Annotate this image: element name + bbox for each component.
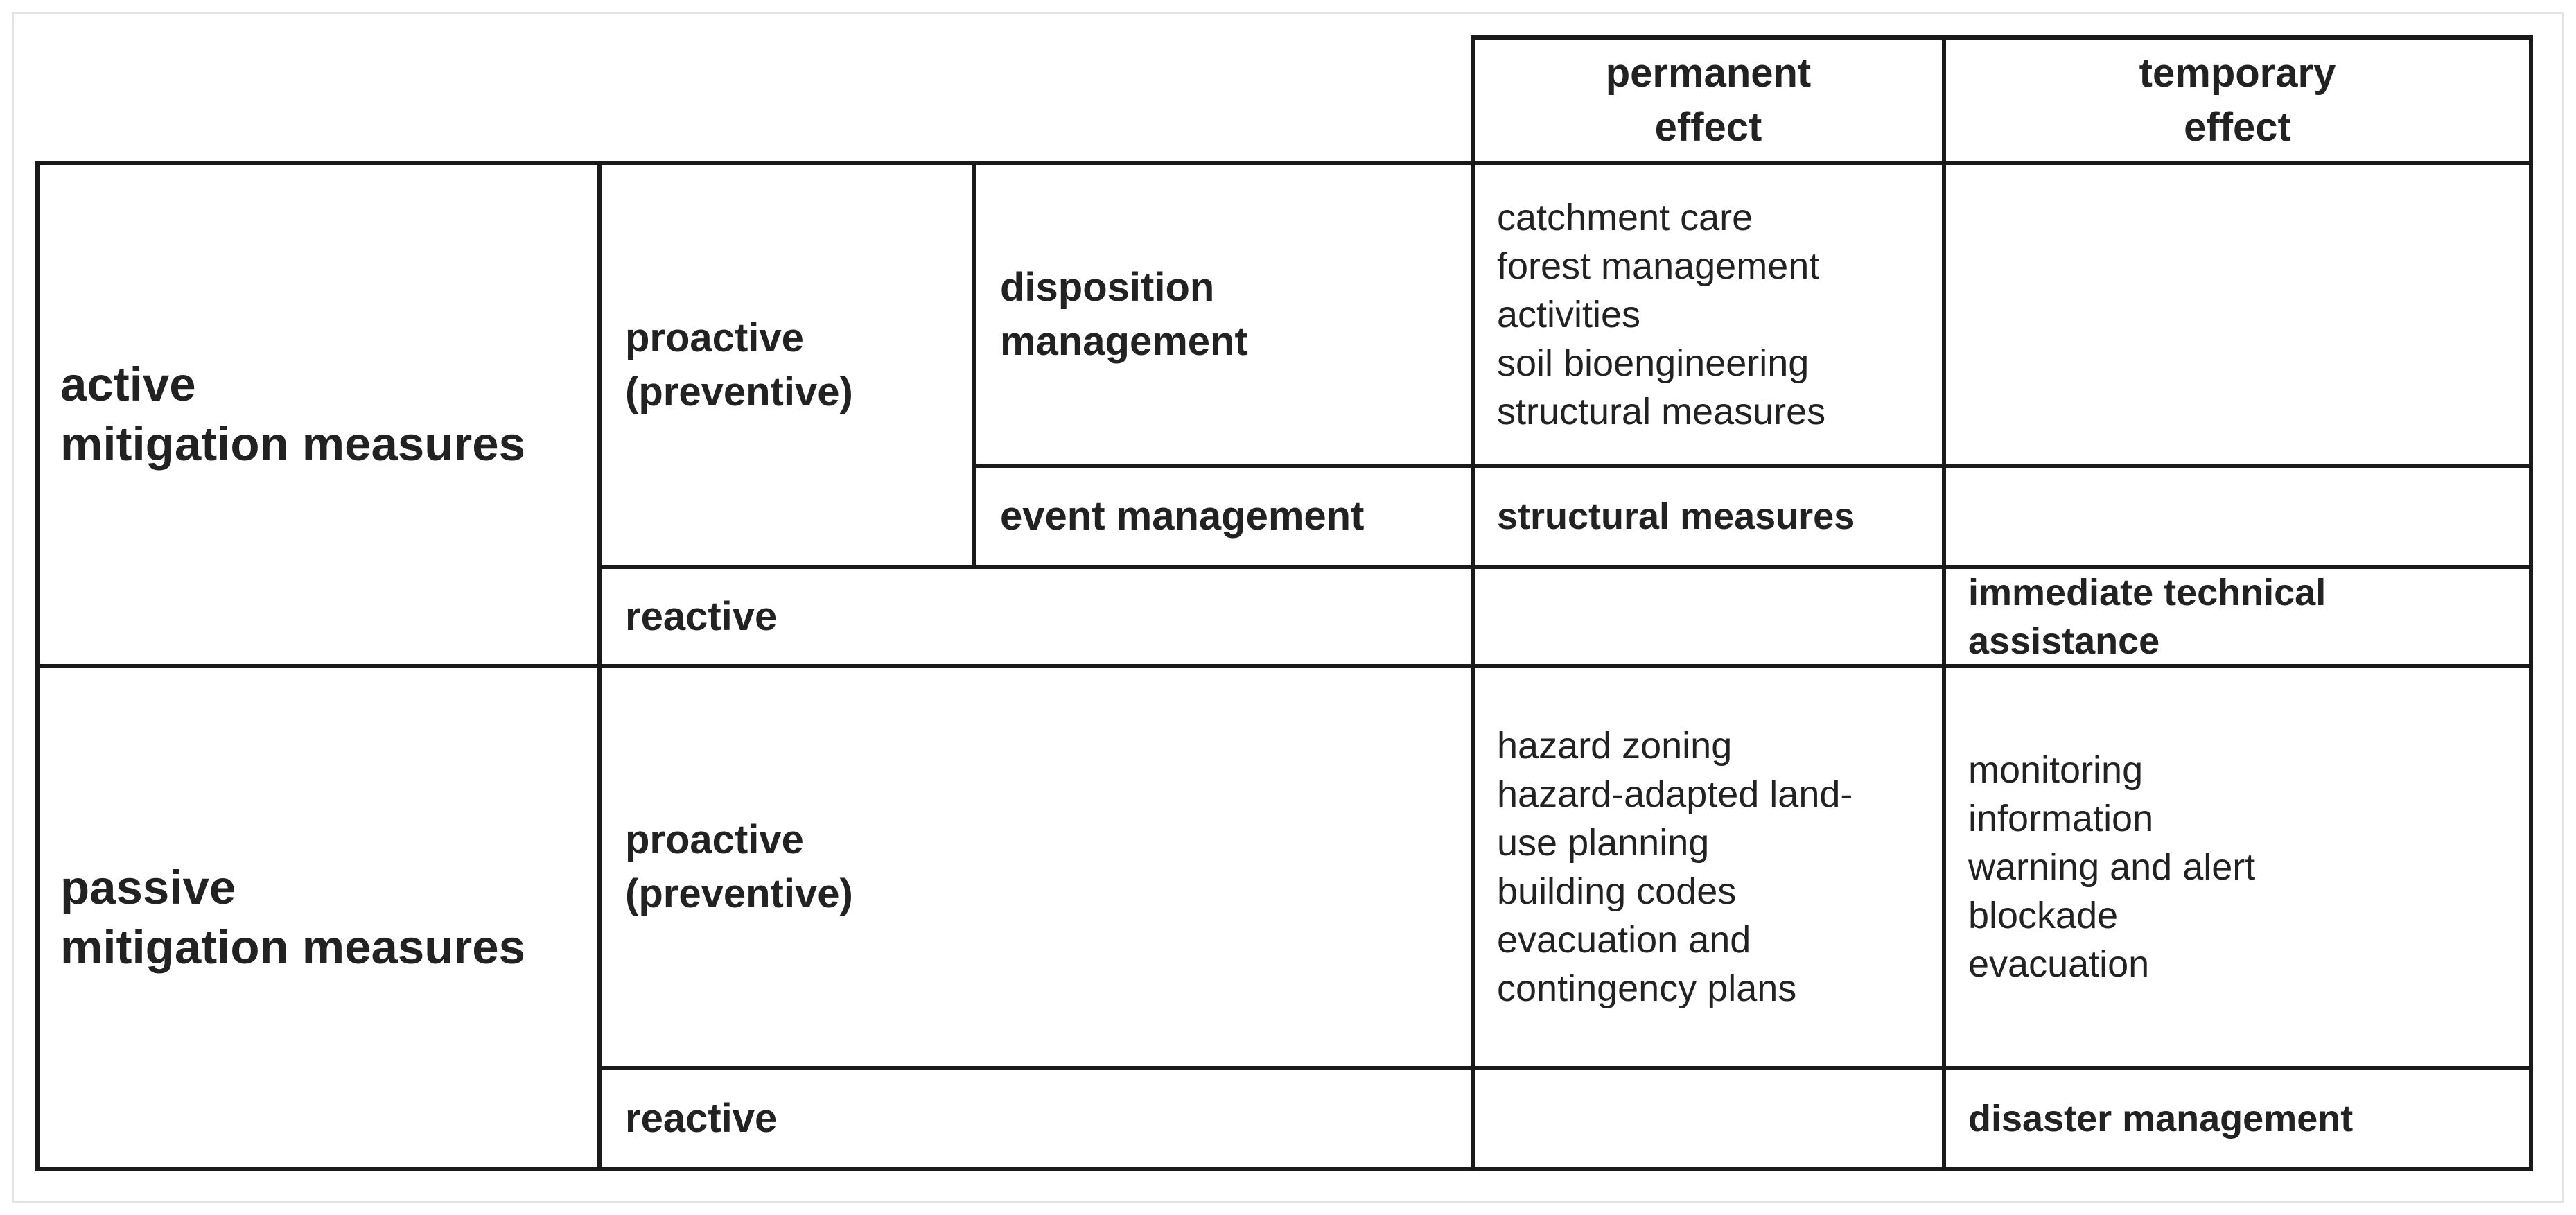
passive-reactive-temporary-cell: disaster management	[1968, 1098, 2354, 1139]
header-temporary-effect: temporary effect	[2139, 50, 2336, 150]
event-permanent-cell: structural measures	[1497, 496, 1855, 537]
active-proactive-label: proactive (preventive)	[625, 315, 853, 414]
disposition-permanent-list: catchment care forest management activities soil bioengineering structural measures	[1497, 196, 1826, 432]
event-management-label: event management	[1000, 493, 1365, 539]
passive-reactive-label: reactive	[625, 1096, 778, 1141]
disposition-management-label: disposition management	[1000, 264, 1248, 364]
header-permanent-effect: permanent effect	[1605, 50, 1812, 150]
active-reactive-temporary-cell: immediate technical assistance	[1968, 571, 2327, 662]
active-mitigation-label: active mitigation measures	[60, 358, 526, 471]
active-reactive-label: reactive	[625, 593, 778, 639]
passive-proactive-label: proactive (preventive)	[625, 817, 853, 916]
table-border-right	[2529, 35, 2533, 1171]
passive-proactive-temporary-list: monitoring information warning and alert blockade evacuation	[1968, 749, 2256, 985]
table-border-bottom	[35, 1167, 2533, 1171]
passive-proactive-permanent-list: hazard zoning hazard-adapted land- use planning building codes evacuation and contingency plans	[1497, 725, 1853, 1009]
passive-mitigation-label: passive mitigation measures	[60, 861, 526, 974]
